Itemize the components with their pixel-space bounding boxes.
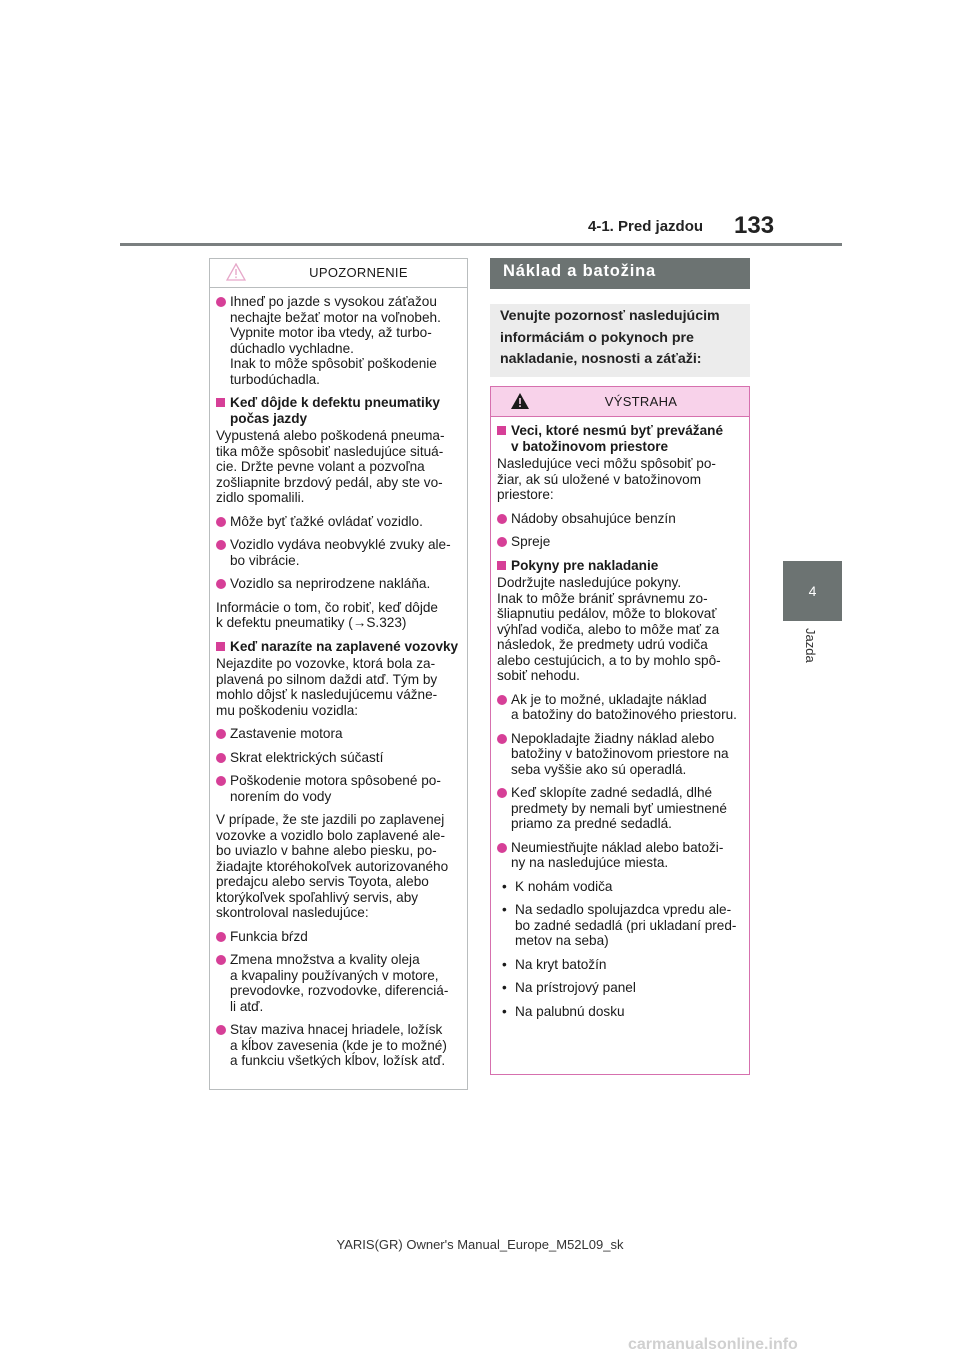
- item-text: Nepokladajte žiadny náklad alebo batožiny v batožinovom priestore na seba vyššie ako sú operadlá.: [511, 730, 729, 777]
- circle-bullet-icon: [216, 955, 226, 965]
- bullet-item: [497, 840, 744, 871]
- item-text: Vozidlo sa neprirodzene nakláňa.: [230, 576, 431, 591]
- circle-bullet-icon: [497, 514, 507, 524]
- square-bullet-icon: [216, 398, 225, 407]
- item-text: Poškodenie motora spôsobené po- norením do vody: [230, 773, 441, 804]
- item-text: Stav maziva hnacej hriadele, ložísk a kĺbov zavesenia (kde je to možné) a funkciu všetkých kĺbov, ložísk atď.: [230, 1022, 447, 1068]
- caution-box: [209, 258, 468, 1090]
- item-text: Keď narazíte na zaplavené vozovky: [230, 638, 459, 654]
- item-text: Spreje: [511, 534, 551, 549]
- list-item-text: Na prístrojový panel: [515, 980, 636, 995]
- circle-bullet-icon: [497, 788, 507, 798]
- paragraph: Nasledujúce veci môžu spôsobiť po- žiar, ak sú uložené v batožinovom priestore:: [497, 456, 716, 502]
- section-title: Náklad a batožina: [490, 258, 750, 289]
- bullet-item: [216, 773, 461, 804]
- list-item: [497, 957, 744, 973]
- item-text: Pokyny pre nakladanie: [511, 557, 659, 573]
- watermark: carmanualsonline.info: [628, 1336, 798, 1353]
- circle-bullet-icon: [497, 734, 507, 744]
- circle-bullet-icon: [216, 1025, 226, 1035]
- circle-bullet-icon: [497, 695, 507, 705]
- subheading: [497, 423, 744, 454]
- circle-bullet-icon: [216, 297, 226, 307]
- bullet-item: [497, 692, 744, 723]
- bullet-item: [497, 785, 744, 832]
- item-text: Skrat elektrických súčastí: [230, 749, 384, 765]
- circle-bullet-icon: [216, 753, 226, 763]
- item-text: Funkcia bŕzd: [230, 928, 308, 944]
- item-text: Ihneď po jazde s vysokou záťažou nechajte bežať motor na voľnobeh. Vypnite motor iba vtedy, až turbo- dúchadlo vychladne. Inak to môže spôsobiť poškodenie turbodúchadla.: [230, 294, 441, 387]
- square-bullet-icon: [497, 561, 506, 570]
- bullet-icon: •: [502, 956, 507, 972]
- circle-bullet-icon: [497, 537, 507, 547]
- item-text: Vozidlo vydáva neobvyklé zvuky ale- bo vibrácie.: [230, 537, 451, 568]
- item-text: Keď dôjde k defektu pneumatiky počas jazdy: [230, 395, 440, 426]
- item-text: Veci, ktoré nesmú byť prevážané v batožinovom priestore: [511, 423, 724, 454]
- chapter-label: Jazda: [803, 628, 818, 663]
- warning-title: VÝSTRAHA: [604, 394, 678, 409]
- bullet-item: [497, 534, 744, 550]
- paragraph: Informácie o tom, čo robiť, keď dôjde k defektu pneumatiky (→S.323): [216, 599, 438, 630]
- item-text: Neumiestňujte náklad alebo batoži- ny na nasledujúce miesta.: [511, 839, 724, 870]
- footer-manual-id: YARIS(GR) Owner's Manual_Europe_M52L09_sk: [336, 1237, 624, 1252]
- bullet-item: [216, 750, 461, 766]
- header-divider: [120, 243, 842, 246]
- bullet-item: [216, 726, 461, 742]
- caution-title: UPOZORNENIE: [309, 265, 408, 280]
- item-text: Nádoby obsahujúce benzín: [511, 510, 676, 526]
- bullet-item: [216, 294, 461, 387]
- item-text: Môže byť ťažké ovládať vozidlo.: [230, 513, 423, 529]
- square-bullet-icon: [497, 426, 506, 435]
- bullet-item: [497, 511, 744, 527]
- warning-content: [491, 417, 749, 1019]
- list-item-text: Na sedadlo spolujazdca vpredu ale- bo zadné sedadlá (pri ukladaní pred- metov na seba): [515, 902, 737, 948]
- section-intro: Venujte pozornosť nasledujúcim informáciám o pokynoch pre nakladanie, nosnosti a záťaži:: [490, 304, 750, 377]
- caution-header: [210, 259, 467, 288]
- bullet-item: [216, 514, 461, 530]
- circle-bullet-icon: [216, 579, 226, 589]
- chapter-number: 4: [808, 583, 817, 599]
- bullet-icon: •: [502, 878, 507, 894]
- bullet-item: [216, 929, 461, 945]
- chapter-tab[interactable]: [783, 561, 842, 621]
- paragraph: Nejazdite po vozovke, ktorá bola za- plavená po silnom daždi atď. Tým by mohlo dôjsť k nasledujúcemu vážne- mu poškodeniu vozidla:: [216, 656, 438, 718]
- circle-bullet-icon: [216, 517, 226, 527]
- item-text: Ak je to možné, ukladajte náklad a batožiny do batožinového priestoru.: [511, 691, 737, 722]
- bullet-item: [497, 731, 744, 778]
- list-item: [497, 902, 744, 949]
- caution-content: [210, 288, 467, 1069]
- item-text: Keď sklopíte zadné sedadlá, dlhé predmety by nemali byť umiestnené priamo za predné sedadlá.: [511, 785, 727, 831]
- paragraph: Dodržujte nasledujúce pokyny. Inak to môže brániť správnemu zo- šliapnutiu pedálov, môže to blokovať výhľad vodiča, alebo to môže mať za následok, že predmety udrú vodiča alebo cestujúcich, a to by mohlo spô- sobiť nehodu.: [497, 575, 721, 683]
- warning-header: [491, 387, 749, 417]
- warning-box: [490, 386, 750, 1075]
- bullet-icon: •: [502, 980, 507, 995]
- bullet-icon: •: [502, 1003, 507, 1019]
- circle-bullet-icon: [497, 843, 507, 853]
- subheading: [216, 639, 461, 655]
- circle-bullet-icon: [216, 776, 226, 786]
- square-bullet-icon: [216, 642, 225, 651]
- paragraph: V prípade, že ste jazdili po zaplavenej vozovke a vozidlo bolo zaplavené ale- bo uviazlo v bahne alebo piesku, po- žiadajte ktoréhokoľvek autorizovaného predajcu alebo servis Toyota, alebo ktorýkoľvek spoľahlivý servis, aby skontroloval nasledujúce:: [216, 812, 449, 920]
- circle-bullet-icon: [216, 729, 226, 739]
- bullet-item: [216, 537, 461, 568]
- subheading: [216, 395, 461, 426]
- circle-bullet-icon: [216, 932, 226, 942]
- paragraph: Vypustená alebo poškodená pneuma- tika môže spôsobiť nasledujúce situá- cie. Držte pevne volant a pozvoľna zošliapnite brzdový pedál, aby ste vo- zidlo spomalili.: [216, 428, 445, 505]
- section-heading: 4-1. Pred jazdou: [588, 218, 704, 235]
- list-item: [497, 980, 744, 996]
- list-item: [497, 879, 744, 895]
- list-item-text: Na kryt batožín: [515, 956, 607, 972]
- bullet-item: [216, 1022, 461, 1069]
- item-text: Zmena množstva a kvality oleja a kvapaliny používaných v motore, prevodovke, rozvodovke, diferenciá- li atď.: [230, 952, 449, 1014]
- list-item-text: K nohám vodiča: [515, 878, 613, 894]
- bullet-item: [216, 952, 461, 1014]
- page-number: 133: [734, 212, 775, 239]
- bullet-item: [216, 576, 461, 592]
- item-text: Zastavenie motora: [230, 726, 343, 741]
- subheading: [497, 558, 744, 574]
- list-item: [497, 1004, 744, 1020]
- bullet-icon: •: [502, 902, 507, 917]
- circle-bullet-icon: [216, 540, 226, 550]
- list-item-text: Na palubnú dosku: [515, 1003, 625, 1019]
